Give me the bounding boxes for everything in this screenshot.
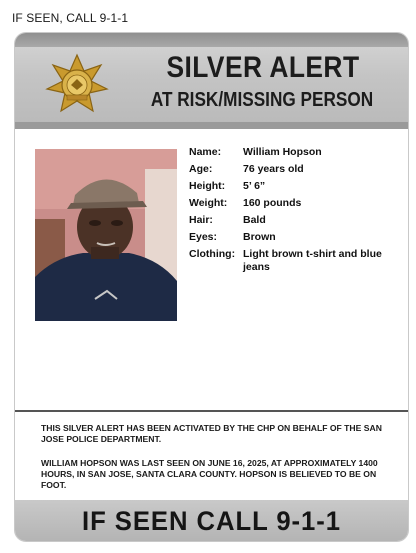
detail-value: 5’ 6” xyxy=(243,180,266,192)
chp-badge-icon xyxy=(45,53,109,117)
detail-row-name xyxy=(189,146,399,159)
detail-value: Brown xyxy=(243,231,276,243)
detail-label: Hair: xyxy=(189,214,213,226)
silver-alert-poster xyxy=(14,32,409,542)
section-divider xyxy=(15,410,408,412)
detail-label: Eyes: xyxy=(189,231,218,243)
detail-label: Weight: xyxy=(189,197,228,209)
call-911-banner: IF SEEN CALL 9-1-1 xyxy=(82,506,341,536)
last-seen-notice: WILLIAM HOPSON WAS LAST SEEN ON JUNE 16, 2025, AT APPROXIMATELY 1400 HOURS, IN SAN JOSE, SANTA CLARA COUNTY. HOPSON IS BELIEVED TO BE ON FOOT. xyxy=(41,458,378,490)
detail-label: Name: xyxy=(189,146,222,158)
detail-row-age xyxy=(189,163,399,176)
detail-row-eyes xyxy=(189,231,399,244)
details-list xyxy=(189,146,399,278)
activation-notice: THIS SILVER ALERT HAS BEEN ACTIVATED BY THE CHP ON BEHALF OF THE SAN JOSE POLICE DEPARTMENT. xyxy=(41,423,382,444)
missing-person-photo xyxy=(35,149,177,321)
detail-row-hair xyxy=(189,214,399,227)
detail-value: Light brown t-shirt and blue jeans xyxy=(243,248,382,273)
detail-label: Height: xyxy=(189,180,226,192)
detail-row-height xyxy=(189,180,399,193)
detail-label: Clothing: xyxy=(189,248,236,260)
alert-title: SILVER ALERT xyxy=(166,51,360,84)
alert-subtitle: AT RISK/MISSING PERSON xyxy=(150,89,374,111)
detail-row-clothing xyxy=(189,248,399,274)
detail-row-weight xyxy=(189,197,399,210)
detail-value: 76 years old xyxy=(243,163,304,175)
detail-label: Age: xyxy=(189,163,213,175)
post-caption: IF SEEN, CALL 9-1-1 xyxy=(12,11,129,25)
detail-value: Bald xyxy=(243,214,266,226)
header-bottom-stripe xyxy=(15,122,408,129)
detail-value: William Hopson xyxy=(243,146,322,158)
header-top-stripe xyxy=(15,33,408,47)
detail-value: 160 pounds xyxy=(243,197,302,209)
